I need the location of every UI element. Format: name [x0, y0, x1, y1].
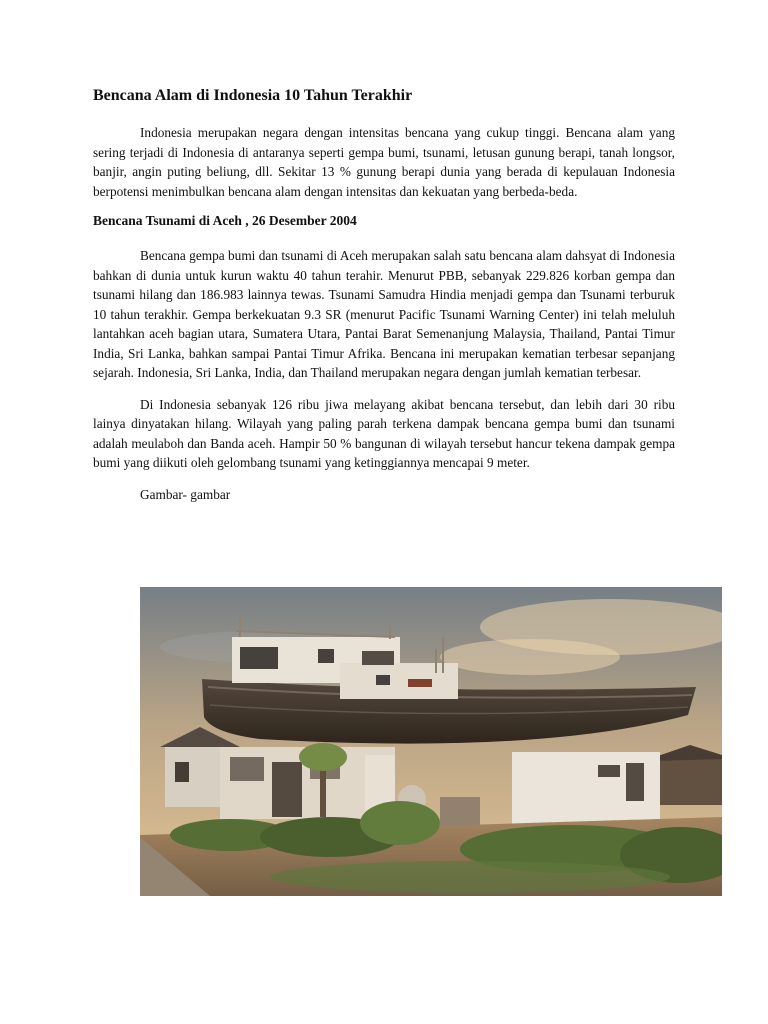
figure-caption: Gambar- gambar [140, 486, 231, 502]
section-heading: Bencana Tsunami di Aceh , 26 Desember 2004 [93, 213, 357, 228]
document-title: Bencana Alam di Indonesia 10 Tahun Terakhir [93, 87, 413, 104]
boat-on-house-photo [140, 587, 722, 896]
document-body [93, 86, 675, 514]
section-paragraph-1: Bencana gempa bumi dan tsunami di Aceh merupakan salah satu bencana alam dahsyat di Indonesia bahkan di dunia untuk kurun waktu 40 tahun terahir. Menurut PBB, sebanyak 229.826 korban gempa dan tsunami hilang dan 186.983 lainnya tewas. Tsunami Samudra Hindia menjadi gempa dan Tsunami terburuk 10 tahun terakhir. Gempa berkekuatan 9.3 SR (menurut Pacific Tsunami Warning Center) ini telah meluluh lantahkan aceh bagian utara, Sumatera Utara, Pantai Barat Semenanjung Malaysia, Thailand, Pantai Timur India, Sri Lanka, bahkan sampai Pantai Timur Afrika. Bencana ini merupakan kematian terbesar sepanjang sejarah. Indonesia, Sri Lanka, India, dan Thailand merupakan negara dengan jumlah kematian terbesar. [93, 248, 675, 380]
section-paragraph-2: Di Indonesia sebanyak 126 ribu jiwa melayang akibat bencana tersebut, dan lebih dari 30 ribu lainya dinyatakan hilang. Wilayah yang paling parah terkena dampak bencana gempa bumi dan tsunami adalah meulaboh dan Banda aceh. Hampir 50 % bangunan di wilayah tersebut hancur tekena dampak gempa bumi yang diikuti oleh gelombang tsunami yang ketinggiannya mencapai 9 meter. [93, 396, 675, 470]
intro-paragraph: Indonesia merupakan negara dengan intensitas bencana yang cukup tinggi. Bencana alam yang sering terjadi di Indonesia di antaranya seperti gempa bumi, tsunami, letusan gunung berapi, tanah longsor, banjir, angin puting beliung, dll. Sekitar 13 % gunung berapi dunia yang berada di kepulauan Indonesia berpotensi menimbulkan bencana alam dengan intensitas dan kekuatan yang berbeda-beda. [93, 125, 675, 199]
